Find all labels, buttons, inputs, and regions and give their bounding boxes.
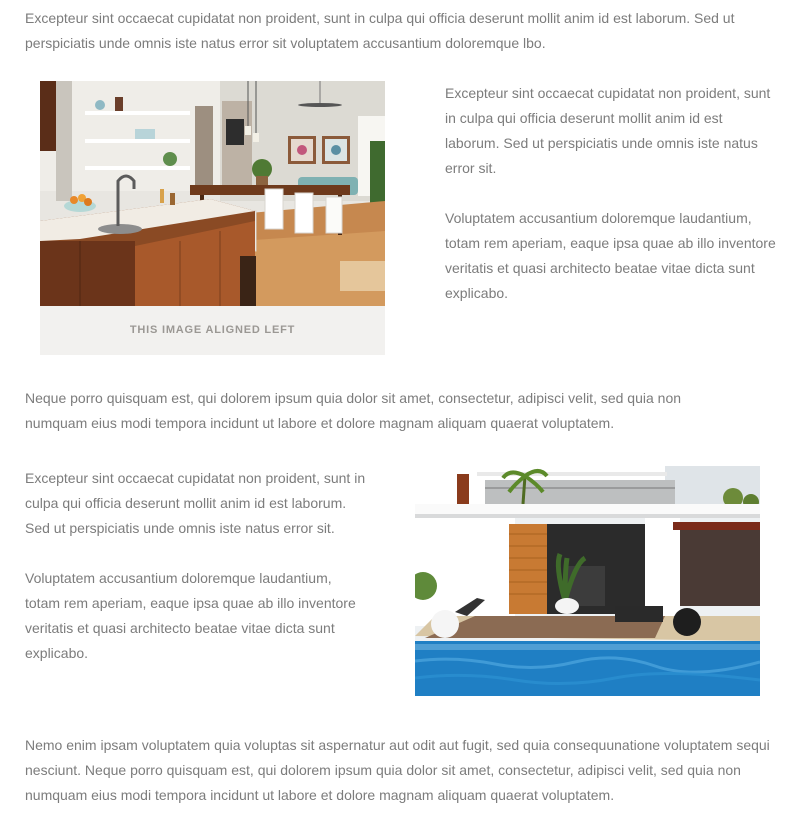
figure-caption: THIS IMAGE ALIGNED LEFT — [129, 324, 296, 336]
closing-paragraph: Nemo enim ipsam voluptatem quia voluptas sit aspernatur aut odit aut fugit, sed quia consequunatione voluptatem sequi nesciunt. Neque porro quisquam est, qui dolorem ipsum quia dolor sit amet, consectetur, adipisci velit, sed quia non numquam eius modi tempora incidunt ut labore et dolore magnam aliquam quaerat voluptatem. — [25, 737, 770, 803]
right-column-paragraph-1: Excepteur sint occaecat cupidatat non proident, sunt in culpa qui officia deserunt mollit anim id est laborum. Sed ut perspiciatis unde omnis iste natus error sit. — [445, 85, 771, 176]
kitchen-image-icon — [40, 81, 385, 306]
right-text-column — [445, 81, 780, 306]
house-pool-image-icon — [415, 466, 760, 696]
middle-paragraph: Neque porro quisquam est, qui dolorem ipsum quia dolor sit amet, consectetur, adipisci velit, sed quia non numquam eius modi tempora incidunt ut labore et dolore magnam aliquam quaerat voluptatem. — [25, 390, 682, 431]
left-column-paragraph-1: Excepteur sint occaecat cupidatat non proident, sunt in culpa qui officia deserunt mollit anim id est laborum. Sed ut perspiciatis unde omnis iste natus error sit. — [25, 470, 366, 536]
intro-paragraph: Excepteur sint occaecat cupidatat non proident, sunt in culpa qui officia deserunt mollit anim id est laborum. Sed ut perspiciatis unde omnis iste natus error sit voluptatem accusantium doloremque lbo. — [25, 10, 735, 51]
left-column-paragraph-2: Voluptatem accusantium doloremque laudantium, totam rem aperiam, eaque ipsa quae ab illo inventore veritatis et quasi architecto beatae vitae dicta sunt explicabo. — [25, 570, 356, 661]
right-column-paragraph-2: Voluptatem accusantium doloremque laudantium, totam rem aperiam, eaque ipsa quae ab illo inventore veritatis et quasi architecto beatae vitae dicta sunt explicabo. — [445, 210, 776, 301]
figure-aligned-left — [40, 81, 385, 355]
figure-aligned-right — [415, 466, 760, 696]
left-text-column — [25, 466, 370, 666]
kitchen-photo — [40, 81, 385, 306]
